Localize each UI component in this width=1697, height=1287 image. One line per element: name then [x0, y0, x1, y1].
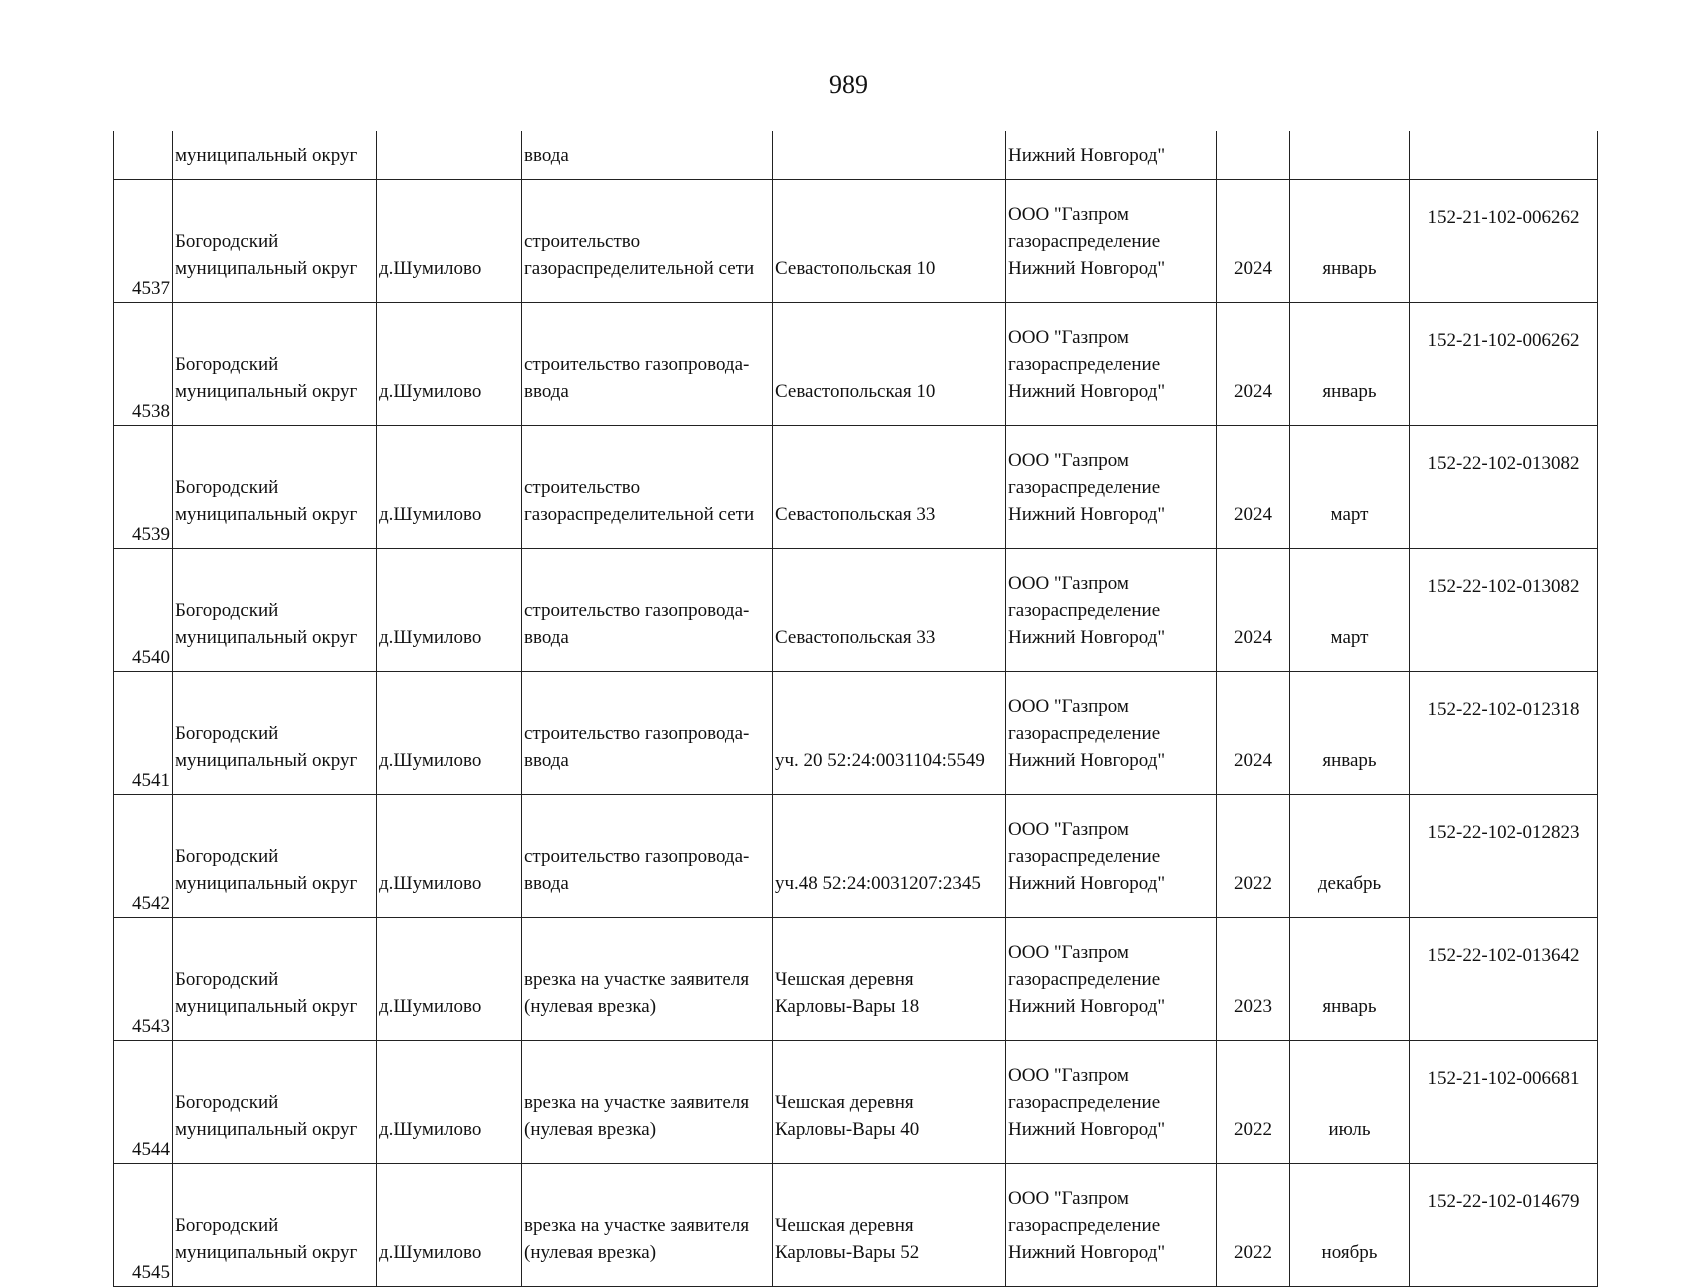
organization-cell-line: газораспределение: [1008, 1092, 1161, 1113]
organization-cell: [1006, 426, 1217, 549]
organization-cell-line: газораспределение: [1008, 723, 1161, 744]
address-cell-line: Севастопольская 10: [775, 258, 936, 279]
month-cell: январь: [1290, 672, 1410, 795]
organization-cell-line: Нижний Новгород": [1008, 1119, 1166, 1140]
address-cell-line: Карловы-Вары 52: [775, 1242, 920, 1263]
region-cell-line: Богородский: [175, 1215, 279, 1236]
work-type-cell-line: (нулевая врезка): [524, 1119, 657, 1140]
month-cell: июль: [1290, 1041, 1410, 1164]
region-cell-line: муниципальный округ: [175, 750, 358, 771]
month-cell: март: [1290, 549, 1410, 672]
address-cell-line: уч.48 52:24:0031207:2345: [775, 873, 981, 894]
address-cell: [773, 795, 1006, 918]
address-cell-line: Севастопольская 33: [775, 504, 936, 525]
work-type-cell: [522, 426, 773, 549]
work-type-cell-line: врезка на участке заявителя: [524, 1215, 750, 1236]
address-cell-line: Чешская деревня: [775, 1092, 914, 1113]
organization-cell-line: газораспределение: [1008, 600, 1161, 621]
organization-cell-line: ООО "Газпром: [1008, 450, 1129, 471]
year-cell: 2023: [1217, 918, 1290, 1041]
region-cell-line: Богородский: [175, 969, 279, 990]
row-number: 4537: [114, 180, 173, 303]
address-cell-line: Карловы-Вары 18: [775, 996, 920, 1017]
work-type-cell-line: строительство газопровода-: [524, 600, 750, 621]
organization-cell: [1006, 918, 1217, 1041]
region-cell-line: Богородский: [175, 846, 279, 867]
table-row: [114, 426, 1598, 549]
region-cell: [173, 549, 377, 672]
region-cell: [173, 795, 377, 918]
row-number: 4542: [114, 795, 173, 918]
organization-cell: [1006, 1041, 1217, 1164]
organization-cell-line: газораспределение: [1008, 1215, 1161, 1236]
region-cell: [173, 1041, 377, 1164]
application-code-cell: 152-21-102-006262: [1410, 180, 1598, 303]
organization-cell-line: Нижний Новгород": [1008, 381, 1166, 402]
work-type-cell: [522, 1041, 773, 1164]
address-cell: [773, 1041, 1006, 1164]
row-number: 4541: [114, 672, 173, 795]
application-code-cell: 152-21-102-006681: [1410, 1041, 1598, 1164]
year-cell: 2022: [1217, 795, 1290, 918]
address-cell: [773, 672, 1006, 795]
work-type-cell-line: строительство газопровода-: [524, 723, 750, 744]
organization-cell-line: Нижний Новгород": [1008, 996, 1166, 1017]
region-cell-line: муниципальный округ: [175, 1242, 358, 1263]
work-type-cell: [522, 303, 773, 426]
organization-cell-line: газораспределение: [1008, 969, 1161, 990]
region-cell-line: муниципальный округ: [175, 258, 358, 279]
address-cell-line: уч. 20 52:24:0031104:5549: [775, 750, 985, 771]
year-cell: 2022: [1217, 1041, 1290, 1164]
address-cell: [773, 1164, 1006, 1287]
address-cell-line: Чешская деревня: [775, 969, 914, 990]
continuation-row: [114, 131, 1598, 180]
application-code-cell: 152-22-102-012318: [1410, 672, 1598, 795]
table-row: [114, 795, 1598, 918]
organization-cell-line: ООО "Газпром: [1008, 1188, 1129, 1209]
region-cell-line: муниципальный округ: [175, 381, 358, 402]
organization-cell-line: газораспределение: [1008, 231, 1161, 252]
organization-cell-line: Нижний Новгород": [1008, 750, 1166, 771]
work-type-cell: [522, 672, 773, 795]
row-number: 4540: [114, 549, 173, 672]
work-type-cell: [522, 918, 773, 1041]
month-cell: март: [1290, 426, 1410, 549]
application-code-cell: 152-22-102-013082: [1410, 426, 1598, 549]
work-type-cell-line: газораспределительной сети: [524, 258, 755, 279]
region-cell: [173, 426, 377, 549]
region-cell-line: муниципальный округ: [175, 504, 358, 525]
organization-cell-line: ООО "Газпром: [1008, 819, 1129, 840]
address-cell: [773, 918, 1006, 1041]
address-cell-line: Севастопольская 10: [775, 381, 936, 402]
address-cell-line: Севастопольская 33: [775, 627, 936, 648]
region-cell-line: Богородский: [175, 354, 279, 375]
region-cell-line: Богородский: [175, 231, 279, 252]
organization-cell-line: Нижний Новгород": [1008, 1242, 1166, 1263]
row-number: 4544: [114, 1041, 173, 1164]
organization-cell-line: ООО "Газпром: [1008, 942, 1129, 963]
work-type-cell-line: строительство: [524, 231, 641, 252]
month-cell: январь: [1290, 303, 1410, 426]
settlement-cell: д.Шумилово: [377, 795, 522, 918]
region-cell: [173, 672, 377, 795]
work-type-cell-line: ввода: [524, 381, 569, 402]
continuation-org: Нижний Новгород": [1006, 131, 1217, 180]
table-row: [114, 918, 1598, 1041]
organization-cell-line: газораспределение: [1008, 846, 1161, 867]
region-cell: [173, 303, 377, 426]
application-code-cell: 152-22-102-013082: [1410, 549, 1598, 672]
work-type-cell-line: газораспределительной сети: [524, 504, 755, 525]
page-number: 989: [829, 70, 868, 99]
region-cell: [173, 1164, 377, 1287]
address-cell-line: Карловы-Вары 40: [775, 1119, 920, 1140]
table-row: [114, 303, 1598, 426]
month-cell: январь: [1290, 180, 1410, 303]
application-code-cell: 152-21-102-006262: [1410, 303, 1598, 426]
organization-cell-line: Нижний Новгород": [1008, 258, 1166, 279]
organization-cell: [1006, 303, 1217, 426]
table-row: [114, 1164, 1598, 1287]
gasification-table: [113, 131, 1598, 1287]
region-cell-line: муниципальный округ: [175, 627, 358, 648]
organization-cell: [1006, 1164, 1217, 1287]
organization-cell: [1006, 795, 1217, 918]
organization-cell: [1006, 180, 1217, 303]
settlement-cell: д.Шумилово: [377, 1041, 522, 1164]
address-cell: [773, 180, 1006, 303]
organization-cell-line: ООО "Газпром: [1008, 327, 1129, 348]
application-code-cell: 152-22-102-013642: [1410, 918, 1598, 1041]
organization-cell-line: ООО "Газпром: [1008, 1065, 1129, 1086]
application-code-cell: 152-22-102-014679: [1410, 1164, 1598, 1287]
settlement-cell: д.Шумилово: [377, 426, 522, 549]
month-cell: ноябрь: [1290, 1164, 1410, 1287]
region-cell-line: муниципальный округ: [175, 996, 358, 1017]
table-row: [114, 549, 1598, 672]
year-cell: 2022: [1217, 1164, 1290, 1287]
table-row: [114, 1041, 1598, 1164]
work-type-cell-line: ввода: [524, 750, 569, 771]
region-cell-line: Богородский: [175, 723, 279, 744]
work-type-cell: [522, 549, 773, 672]
address-cell-line: Чешская деревня: [775, 1215, 914, 1236]
organization-cell-line: газораспределение: [1008, 354, 1161, 375]
region-cell-line: Богородский: [175, 477, 279, 498]
year-cell: 2024: [1217, 549, 1290, 672]
organization-cell: [1006, 672, 1217, 795]
settlement-cell: д.Шумилово: [377, 303, 522, 426]
work-type-cell-line: (нулевая врезка): [524, 1242, 657, 1263]
region-cell-line: Богородский: [175, 1092, 279, 1113]
settlement-cell: д.Шумилово: [377, 918, 522, 1041]
month-cell: декабрь: [1290, 795, 1410, 918]
address-cell: [773, 303, 1006, 426]
address-cell: [773, 426, 1006, 549]
row-number: 4538: [114, 303, 173, 426]
work-type-cell-line: врезка на участке заявителя: [524, 969, 750, 990]
month-cell: январь: [1290, 918, 1410, 1041]
table-row: [114, 180, 1598, 303]
work-type-cell-line: строительство газопровода-: [524, 354, 750, 375]
organization-cell-line: ООО "Газпром: [1008, 696, 1129, 717]
work-type-cell-line: строительство газопровода-: [524, 846, 750, 867]
address-cell: [773, 549, 1006, 672]
work-type-cell-line: строительство: [524, 477, 641, 498]
work-type-cell: [522, 1164, 773, 1287]
organization-cell-line: газораспределение: [1008, 477, 1161, 498]
work-type-cell-line: ввода: [524, 627, 569, 648]
settlement-cell: д.Шумилово: [377, 180, 522, 303]
work-type-cell-line: врезка на участке заявителя: [524, 1092, 750, 1113]
organization-cell-line: ООО "Газпром: [1008, 573, 1129, 594]
organization-cell: [1006, 549, 1217, 672]
organization-cell-line: Нижний Новгород": [1008, 627, 1166, 648]
work-type-cell-line: (нулевая врезка): [524, 996, 657, 1017]
settlement-cell: д.Шумилово: [377, 672, 522, 795]
organization-cell-line: ООО "Газпром: [1008, 204, 1129, 225]
table-row: [114, 672, 1598, 795]
region-cell-line: муниципальный округ: [175, 873, 358, 894]
settlement-cell: д.Шумилово: [377, 1164, 522, 1287]
region-cell: [173, 918, 377, 1041]
year-cell: 2024: [1217, 426, 1290, 549]
year-cell: 2024: [1217, 672, 1290, 795]
continuation-region: муниципальный округ: [173, 131, 377, 180]
row-number: 4543: [114, 918, 173, 1041]
year-cell: 2024: [1217, 180, 1290, 303]
settlement-cell: д.Шумилово: [377, 549, 522, 672]
work-type-cell-line: ввода: [524, 873, 569, 894]
region-cell: [173, 180, 377, 303]
year-cell: 2024: [1217, 303, 1290, 426]
organization-cell-line: Нижний Новгород": [1008, 873, 1166, 894]
region-cell-line: Богородский: [175, 600, 279, 621]
row-number: 4539: [114, 426, 173, 549]
continuation-work: ввода: [522, 131, 773, 180]
work-type-cell: [522, 180, 773, 303]
work-type-cell: [522, 795, 773, 918]
application-code-cell: 152-22-102-012823: [1410, 795, 1598, 918]
organization-cell-line: Нижний Новгород": [1008, 504, 1166, 525]
region-cell-line: муниципальный округ: [175, 1119, 358, 1140]
row-number: 4545: [114, 1164, 173, 1287]
